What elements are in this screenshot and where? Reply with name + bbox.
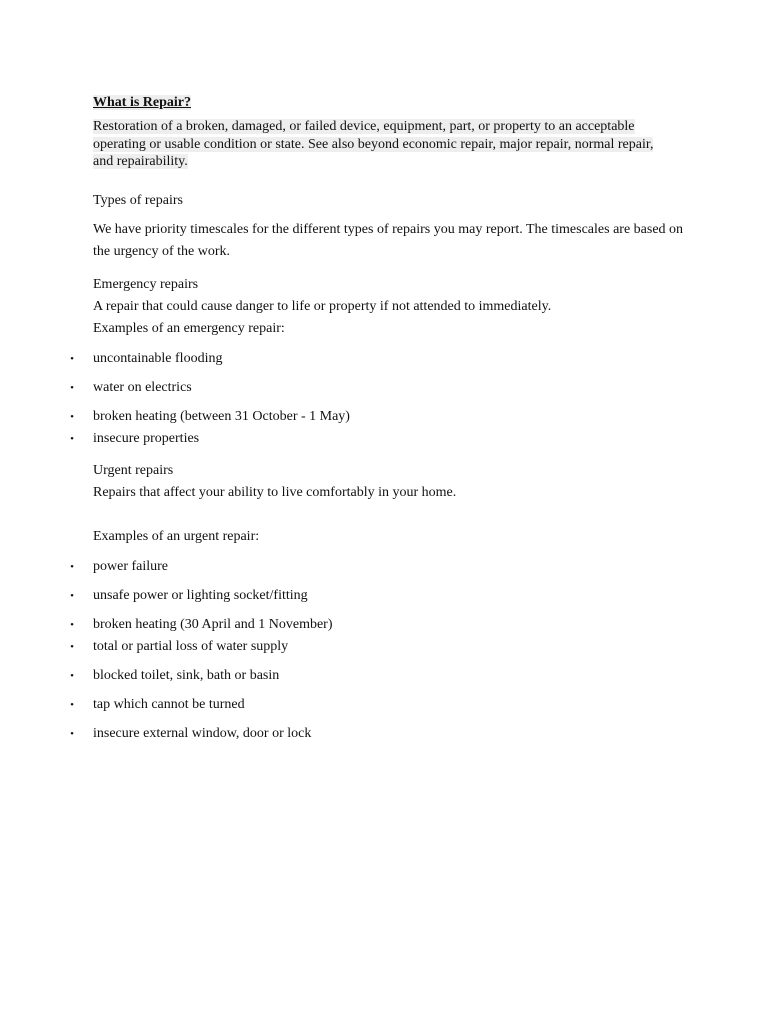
document-title	[93, 94, 191, 112]
list-item-text: water on electrics	[93, 380, 192, 395]
list-item-text: insecure properties	[93, 431, 200, 446]
definition-text: Restoration of a broken, damaged, or failed device, equipment, part, or property to an acceptable operating or usable condition or state. See also beyond economic repair, major repair, normal repair, and repairability.	[93, 119, 654, 169]
list-item-text: broken heating (between 31 October - 1 May)	[93, 409, 350, 424]
list-item	[0, 558, 768, 576]
bullet-icon: •	[70, 561, 74, 573]
list-item	[0, 587, 768, 605]
bullet-icon: •	[70, 433, 74, 445]
bullet-icon: •	[70, 641, 74, 653]
list-item-text: power failure	[93, 559, 169, 574]
priority-paragraph: We have priority timescales for the different types of repairs you may report. The timescales are based on the urgency of the work.	[93, 222, 684, 259]
emergency-description: A repair that could cause danger to life or property if not attended to immediately.	[93, 299, 552, 314]
bullet-icon: •	[70, 728, 74, 740]
bullet-icon: •	[70, 590, 74, 602]
list-item-text: broken heating (30 April and 1 November)	[93, 617, 333, 632]
bullet-icon: •	[70, 353, 74, 365]
list-item	[0, 725, 768, 743]
bullet-icon: •	[70, 382, 74, 394]
list-item	[0, 350, 768, 368]
bullet-icon: •	[70, 699, 74, 711]
list-item-text: tap which cannot be turned	[93, 697, 245, 712]
list-item	[0, 408, 768, 426]
list-item-text: uncontainable flooding	[93, 351, 223, 366]
list-item-text: unsafe power or lighting socket/fitting	[93, 588, 308, 603]
list-item-text: blocked toilet, sink, bath or basin	[93, 668, 280, 683]
list-item	[0, 696, 768, 714]
urgent-examples-label: Examples of an urgent repair:	[93, 529, 260, 544]
emergency-heading: Emergency repairs	[93, 277, 199, 292]
list-item	[0, 638, 768, 656]
urgent-heading: Urgent repairs	[93, 463, 174, 478]
bullet-icon: •	[70, 411, 74, 423]
bullet-icon: •	[70, 619, 74, 631]
types-heading: Types of repairs	[93, 193, 183, 208]
list-item-text: insecure external window, door or lock	[93, 726, 312, 741]
list-item-text: total or partial loss of water supply	[93, 639, 289, 654]
list-item	[0, 379, 768, 397]
list-item	[0, 616, 768, 634]
title-text: What is Repair?	[93, 95, 191, 110]
urgent-description: Repairs that affect your ability to live comfortably in your home.	[93, 485, 457, 500]
list-item	[0, 667, 768, 685]
bullet-icon: •	[70, 670, 74, 682]
emergency-examples-label: Examples of an emergency repair:	[93, 321, 285, 336]
definition-paragraph	[93, 118, 673, 171]
list-item	[0, 430, 768, 448]
